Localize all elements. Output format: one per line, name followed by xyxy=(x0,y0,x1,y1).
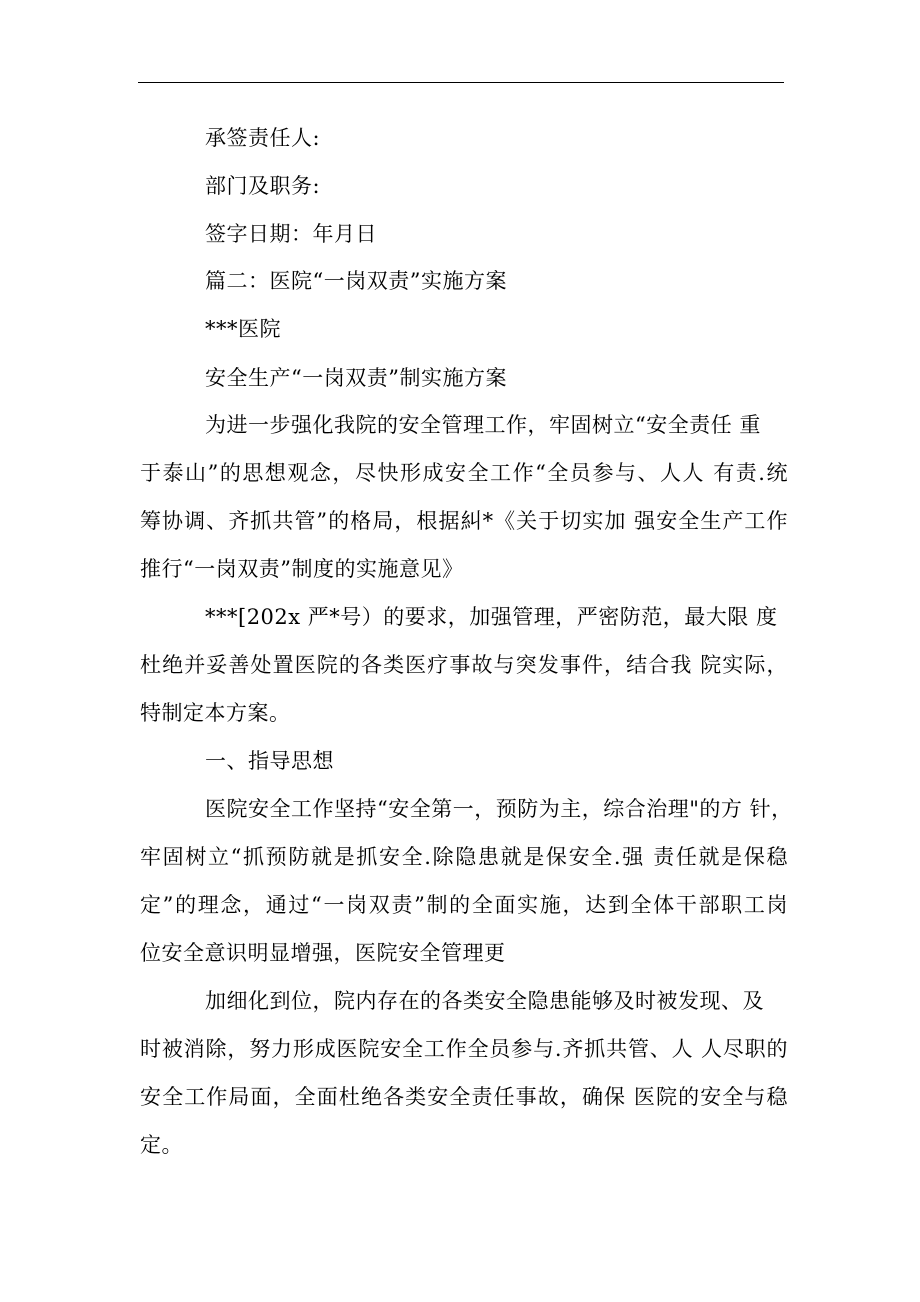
sign-date-line: 签字日期：年月日 xyxy=(205,222,377,246)
paragraph-4-line-1: 加细化到位，院内存在的各类安全隐患能够及时被发现、及 xyxy=(205,989,764,1013)
paragraph-2-line-1: ***[202x 严*号）的要求，加强管理，严密防范，最大限 度 xyxy=(205,605,778,629)
paragraph-4-line-2: 时被消除，努力形成医院安全工作全员参与.齐抓共管、人 人尽职的 xyxy=(140,1037,788,1061)
paragraph-2-line-2: 杜绝并妥善处置医院的各类医疗事故与突发事件，结合我 院实际， xyxy=(140,653,788,677)
signer-line: 承签责任人: xyxy=(205,126,321,150)
chapter-title: 篇二：医院“一岗双责”实施方案 xyxy=(205,269,507,293)
section-1-heading: 一、指导思想 xyxy=(205,749,334,773)
paragraph-4-line-3: 安全工作局面，全面杜绝各类安全责任事故，确保 医院的安全与稳 xyxy=(140,1085,788,1109)
paragraph-1-line-1: 为进一步强化我院的安全管理工作，牢固树立“安全责任 重 xyxy=(205,413,761,437)
paragraph-1-line-2: 于泰山”的思想观念，尽快形成安全工作“全员参与、人人 有责.统 xyxy=(140,461,788,485)
paragraph-4-line-4: 定。 xyxy=(140,1133,183,1157)
paragraph-3-line-2: 牢固树立“抓预防就是抓安全.除隐患就是保安全.强 责任就是保稳 xyxy=(140,845,788,869)
paragraph-3-line-4: 位安全意识明显增强，医院安全管理更 xyxy=(140,941,506,965)
department-line: 部门及职务: xyxy=(205,174,321,198)
hospital-name: ***医院 xyxy=(205,317,281,341)
paragraph-1-line-4: 推行“一岗双责”制度的实施意见》 xyxy=(140,557,464,581)
paragraph-3-line-3: 定”的理念，通过“一岗双责”制的全面实施，达到全体干部职工岗 xyxy=(140,893,788,917)
paragraph-3-line-1: 医院安全工作坚持“安全第一，预防为主，综合治理"的方 针， xyxy=(205,797,793,821)
paragraph-2-line-3: 特制定本方案。 xyxy=(140,701,291,725)
paragraph-1-line-3: 筹协调、齐抓共管”的格局，根据糾*《关于切实加 强安全生产工作 xyxy=(140,509,788,533)
document-title: 安全生产“一岗双责”制实施方案 xyxy=(205,366,507,390)
header-rule xyxy=(138,82,784,83)
